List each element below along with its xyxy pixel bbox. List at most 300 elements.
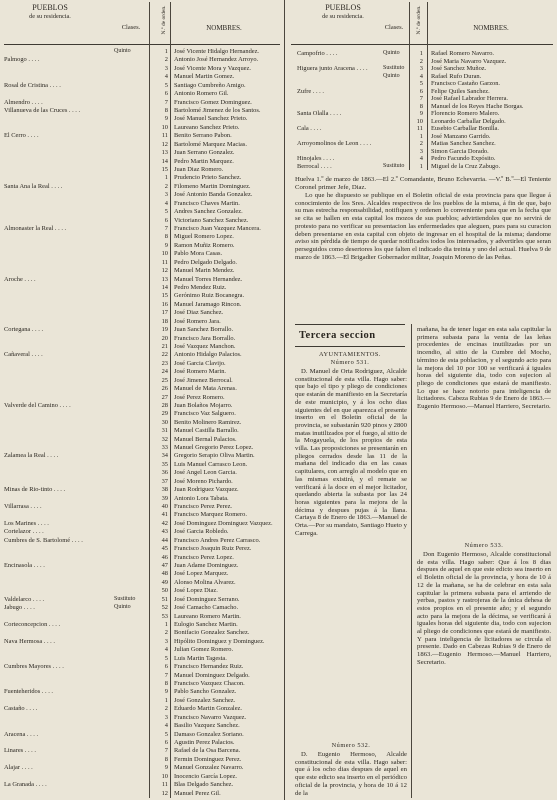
edict-533: Don Eugenio Hermoso, Alcalde constitucional de esta villa. Hago saber: Que á los 8 dias despues de aquel en que este edicto sea inserto en el Boletin oficial de la provincia, y hora de 10 á 12 de la mañana, se ha de celebrar en esta sala capitular la primera subasta para el arriendo de yerbas, pastos y rastrojeras de la única dehesa de estos propios en el presente año; y el segundo acto para la mejora de la décima, se verificará á iguales horas del siguiente dia, todo con sujecion al pliego de condiciones que estará de manifiesto. Y para inteligencia de licitadores se circula el presente. Dado en Cabezas Rubias 9 de Enero de 1863.—Eugenio Hermoso.—Manuel Harriero, Secretario. [417, 551, 551, 666]
name-cell: José Romero Jara. [174, 317, 221, 325]
pueblo-cell: Fuenteheridos . . . . [4, 688, 53, 696]
order-number-cell: 9 [164, 241, 168, 249]
pueblo-cell: Los Marines . . . . [4, 519, 49, 527]
order-number-cell: 53 [161, 612, 168, 620]
name-cell: José Rafael Labrador Herrera. [431, 95, 508, 102]
order-number-cell: 3 [164, 637, 168, 645]
table-row [291, 155, 553, 163]
table-row [4, 183, 280, 191]
right-column [291, 2, 553, 798]
edict-531: D. Manuel de Orta Rodriguez, Alcalde constitucional de esta villa. Hago saber: que bajo el tipo y pliego de condiciones que estarán de manifiesto en la Secretaría de este municipio, y á los ocho dias siguientes del en que aparezca el presente inserto en el Boletin oficial de la provincia, se subastarán 920 pinos y 2800 matas inutilizados por el fuego, al sitio de la Mogayuela, de los propios de esta villa. Las proposiciones se presentarán en pliegos cerrados desde las 11 de la mañana del indicado dia en las casas capitulares, con arreglo al modelo que en las mismas existirá, y el remate se verificará á la doce en el mejor licitador, quedando abierta la subasta por las 24 horas siguientes para la mejora de la décima y despues pujas á la llana. Cartaya 8 de Enero de 1863.—Manuel de Orta.—Por su mandato, Santiago Hueto y Carrega. [295, 368, 407, 537]
name-cell: Manuel de los Reyes Hache Borgas. [431, 102, 524, 110]
table-row [4, 511, 280, 519]
name-cell: José Moreno Pichardo. [174, 477, 233, 485]
order-number-cell: 38 [161, 486, 168, 494]
table-row [4, 629, 280, 637]
table-row [291, 133, 553, 141]
order-number-cell: 16 [161, 300, 168, 308]
order-number-cell: 48 [161, 570, 168, 578]
pueblo-cell: Cortelazor . . . . [4, 528, 44, 536]
order-number-cell: 9 [164, 764, 168, 772]
name-cell: Bartolomé Jimenez de los Santos. [174, 106, 261, 114]
order-number-cell: 43 [161, 528, 168, 536]
name-cell: José Antonio Banda Gonzalez. [174, 191, 253, 199]
order-number-cell: 8 [164, 680, 168, 688]
name-cell: Benito Molinero Ramirez. [174, 418, 242, 426]
order-number-cell: 15 [161, 292, 168, 300]
name-cell: Francisco Andres Perez Carrasco. [174, 536, 261, 544]
table-row [4, 242, 280, 250]
table-row [4, 714, 280, 722]
name-cell: Antonio Lora Tabata. [174, 494, 229, 502]
table-row [4, 318, 280, 326]
table-row [4, 520, 280, 528]
name-cell: José Perez Romero. [174, 393, 225, 401]
order-number-cell: 36 [161, 469, 168, 477]
name-cell: Fermin Dominguez Perez. [174, 755, 242, 763]
clase-cell: Quinto [383, 50, 400, 56]
table-row [4, 208, 280, 216]
table-row [4, 731, 280, 739]
order-number-cell: 27 [161, 393, 168, 401]
pueblo-cell: Nava Hermosa . . . . [4, 637, 55, 645]
table-row [4, 56, 280, 64]
name-cell: Pablo Mora Casas. [174, 250, 223, 258]
name-cell: Manuel Dominguez Delgado. [174, 671, 250, 679]
table-row [4, 141, 280, 149]
order-number-cell: 28 [161, 401, 168, 409]
order-number-cell: 26 [161, 385, 168, 393]
edict-532-start: D. Eugenio Hermoso, Alcalde constitucional de esta villa. Hago saber: que á los ocho dias despues de aquel en que este edicto sea inserto en el periódico oficial de la provincia, y hora de 10 á 12 de la [295, 751, 407, 797]
name-cell: Rafael de la Osa Barcena. [174, 747, 241, 755]
name-cell: Francisco Vazquez Chacon. [174, 680, 245, 688]
table-row [4, 233, 280, 241]
name-cell: Manuel Gonzalez Navarro. [174, 764, 244, 772]
order-number-cell: 1 [419, 50, 423, 57]
table-row [291, 80, 553, 88]
order-number-cell: 9 [164, 115, 168, 123]
table-row [4, 756, 280, 764]
order-number-cell: 4 [164, 722, 168, 730]
section-subtitle: AYUNTAMIENTOS. [319, 351, 381, 358]
table-row [4, 697, 280, 705]
name-cell: Inocencio García Lopez. [174, 772, 237, 780]
table-row [4, 360, 280, 368]
clase-cell: Quinto [383, 72, 400, 79]
section-title: Tercera seccion [299, 330, 376, 341]
table-row [291, 118, 553, 126]
pueblo-cell: Jabugo . . . . [4, 604, 35, 612]
name-cell: Bonifacio Gonzalez Sanchez. [174, 629, 250, 637]
order-number-cell: 12 [161, 140, 168, 148]
left-table-body [4, 48, 280, 798]
name-cell: José Jimenez Berrocal. [174, 376, 233, 384]
name-cell: Juan Serrano Gonzalez. [174, 149, 235, 157]
table-row [4, 267, 280, 275]
name-cell: Florencio Romero Malero. [431, 110, 500, 117]
notice-body: Lo que he dispuesto se publique en el Boletin oficial de esta provincia para que llegue á conocimiento de los Sres. Alcaldes respectivos de los pueblos de la misma, á fin de que, bajo su mas estrecha responsabilidad, notifiquen y ordenen lo conveniente para que en la fecha que se cita se hallen en esta capital los mozos de sus pueblos; advirtiendoles que no servirá de protesto para no verificar su presentacion las enfermedades que aleguen, pues para su curacion deben presentarse en esta capital con objeto de ingresar en el hospital de la misma; dandome aviso sin pérdida de tiempo de quedar notificados todos los interesados, y advertirles que seran perseguidos como desertores los que falten el indicado dia treinta y uno del actual. Huelva 9 de marzo de 1863.—El Brigadier Gobernador militar, Joaquin Moreno de las Peñas. [295, 192, 551, 261]
pueblo-cell: Hinojales . . . . [297, 155, 335, 162]
order-number-cell: 3 [419, 65, 423, 72]
header-pueblos: PUEBLOS [325, 3, 361, 12]
order-number-cell: 4 [164, 199, 168, 207]
table-row [4, 621, 280, 629]
order-number-cell: 12 [161, 267, 168, 275]
table-row [4, 773, 280, 781]
order-number-cell: 8 [164, 233, 168, 241]
order-number-cell: 13 [161, 149, 168, 157]
table-row [4, 663, 280, 671]
name-cell: José Lopez Diaz. [174, 587, 218, 595]
order-number-cell: 5 [164, 730, 168, 738]
order-number-cell: 11 [161, 781, 168, 789]
name-cell: Manuel Torres Hernandez. [174, 275, 243, 283]
order-number-cell: 42 [161, 519, 168, 527]
order-number-cell: 29 [161, 410, 168, 418]
table-row [4, 132, 280, 140]
header-clases: Clases. [384, 24, 404, 31]
name-cell: Alonso Molina Alvarez. [174, 578, 236, 586]
table-row [4, 596, 280, 604]
order-number-cell: 4 [164, 646, 168, 654]
header-numero: N.º de orden. [161, 5, 167, 35]
order-number-cell: 18 [161, 317, 168, 325]
header-pueblos-sub: de su residencia. [322, 13, 364, 20]
pueblo-cell: El Cerro . . . . [4, 132, 39, 140]
table-row [4, 419, 280, 427]
name-cell: Santiago Cumbreño Amigo. [174, 81, 246, 89]
table-row [4, 764, 280, 772]
header-rule [291, 44, 553, 45]
table-row [4, 486, 280, 494]
name-cell: José Diaz Sanchez. [174, 309, 224, 317]
table-row [4, 166, 280, 174]
table-row [4, 537, 280, 545]
pueblo-cell: Alajar . . . . [4, 764, 33, 772]
order-number-cell: 32 [161, 435, 168, 443]
name-cell: Gregorio Serapio Oliva Martin. [174, 452, 255, 460]
table-row [4, 688, 280, 696]
table-row [4, 722, 280, 730]
table-row [4, 402, 280, 410]
pueblo-cell: Castaño . . . . [4, 705, 38, 713]
table-row [4, 469, 280, 477]
page-column-divider [284, 0, 285, 800]
table-row [4, 394, 280, 402]
order-number-cell: 40 [161, 503, 168, 511]
name-cell: Pedro Facundo Expósito. [431, 155, 496, 162]
table-row [291, 58, 553, 66]
pueblo-cell: Aracena . . . . [4, 730, 39, 738]
table-row [4, 680, 280, 688]
name-cell: Francisco Chaves Martin. [174, 199, 240, 207]
name-cell: Francisco Navarro Vazquez. [174, 713, 247, 721]
pueblo-cell: Cala . . . . [297, 125, 322, 132]
table-row [4, 655, 280, 663]
table-row [4, 217, 280, 225]
name-cell: Benito Serrano Pabon. [174, 132, 232, 140]
pueblo-cell: Minas de Rio-tinto . . . . [4, 486, 66, 494]
name-cell: Agustin Perez Palacios. [174, 739, 235, 746]
name-cell: Hipólito Dominguez y Dominguez. [174, 637, 265, 645]
order-number-cell: 52 [161, 604, 168, 612]
order-number-cell: 37 [161, 477, 168, 485]
table-row [4, 444, 280, 452]
pueblo-cell: Almonaster la Real . . . . [4, 224, 67, 232]
table-row [4, 604, 280, 612]
order-number-cell: 1 [164, 48, 168, 55]
section-rule [295, 324, 405, 325]
left-table-header [4, 2, 280, 44]
table-row [4, 259, 280, 267]
order-number-cell: 10 [161, 772, 168, 780]
pueblo-cell: Villanueva de las Cruces . . . . [4, 106, 81, 114]
header-pueblos: PUEBLOS [32, 3, 68, 12]
name-cell: Gerónimo Ruiz Bocanegra. [174, 292, 245, 300]
order-number-cell: 1 [164, 621, 168, 629]
table-row [4, 107, 280, 115]
name-cell: Rafael Rufo Duran. [431, 72, 482, 80]
name-cell: Juan Rodriguez Vazquez. [174, 486, 239, 494]
notice-number: Número 532. [331, 742, 371, 749]
name-cell: Francisco Joaquin Ruiz Perez. [174, 545, 252, 553]
name-cell: Filomeno Martin Dominguez. [174, 182, 251, 190]
order-number-cell: 45 [161, 545, 168, 553]
order-number-cell: 11 [416, 125, 423, 132]
pueblo-cell: Aroche . . . . [4, 275, 36, 283]
header-nombres: NOMBRES. [473, 24, 509, 32]
order-number-cell: 19 [161, 326, 168, 334]
name-cell: Eusebio Carballar Bonilla. [431, 125, 499, 132]
order-number-cell: 31 [161, 427, 168, 435]
order-number-cell: 7 [164, 747, 168, 755]
pueblo-cell: Arroyomolinos de Leon . . . . [297, 140, 372, 147]
order-number-cell: 21 [161, 342, 168, 350]
pueblo-cell: Valdelarco . . . . [4, 595, 45, 603]
header-nombres: NOMBRES. [206, 24, 242, 32]
pueblo-cell: Santa Olalla . . . . [297, 110, 342, 117]
order-number-cell: 22 [161, 351, 168, 359]
name-cell: Francisco Perez Perez. [174, 503, 233, 511]
pueblo-cell: Cumbres de S. Bartolomé . . . . [4, 536, 83, 544]
table-row [4, 638, 280, 646]
order-number-cell: 14 [161, 283, 168, 291]
header-clases: Clases. [121, 24, 141, 31]
clase-cell: Quinto [114, 604, 131, 611]
table-row [4, 292, 280, 300]
table-row [4, 570, 280, 578]
order-number-cell: 2 [164, 182, 168, 190]
order-number-cell: 7 [419, 95, 423, 102]
order-number-cell: 51 [161, 595, 168, 603]
order-number-cell: 20 [161, 334, 168, 342]
table-row [4, 781, 280, 789]
pueblo-cell: Higuera junto Aracena . . . . [297, 65, 368, 72]
left-table [4, 2, 280, 798]
order-number-cell: 6 [164, 663, 168, 671]
order-number-cell: 6 [164, 739, 168, 746]
name-cell: Francisco Castaño Garzon. [431, 80, 501, 87]
name-cell: Antonio Hidalgo Palacios. [174, 351, 242, 359]
right-table-header [291, 2, 553, 44]
table-row [4, 368, 280, 376]
order-number-cell: 13 [161, 275, 168, 283]
order-number-cell: 5 [164, 208, 168, 216]
order-number-cell: 1 [164, 174, 168, 182]
order-number-cell: 3 [164, 191, 168, 199]
pueblo-cell: Palmogo . . . . [4, 56, 40, 64]
table-row [4, 200, 280, 208]
order-number-cell: 11 [161, 132, 168, 140]
order-number-cell: 2 [164, 56, 168, 64]
order-number-cell: 34 [161, 452, 168, 460]
pueblo-cell: Almendro . . . . [4, 98, 43, 106]
pueblo-cell: Campofrio . . . . [297, 50, 338, 57]
order-number-cell: 4 [419, 72, 423, 80]
order-number-cell: 5 [164, 81, 168, 89]
table-row [4, 562, 280, 570]
pueblo-cell: Zalamea la Real . . . . [4, 452, 59, 460]
name-cell: Blas Delgado Sanchez. [174, 781, 234, 789]
order-number-cell: 6 [419, 87, 423, 95]
table-row [4, 554, 280, 562]
order-number-cell: 8 [164, 755, 168, 763]
name-cell: Juan Adame Dominguez. [174, 562, 239, 570]
table-row [4, 747, 280, 755]
order-number-cell: 5 [164, 654, 168, 662]
name-cell: Manuel Marin Mendez. [174, 267, 235, 275]
table-row [291, 65, 553, 73]
section-rule [295, 346, 405, 347]
table-row [4, 65, 280, 73]
name-cell: José Lopez Marquez. [174, 570, 229, 578]
order-number-cell: 3 [419, 147, 423, 155]
name-cell: Laureano Sanchez Prieto. [174, 123, 240, 131]
pueblo-cell: Cañaveral . . . . [4, 351, 43, 359]
name-cell: José Dominguez Dominguez Vazquez. [174, 519, 273, 527]
table-row [4, 478, 280, 486]
name-cell: José Garcia Clavijo. [174, 359, 226, 367]
pueblo-cell: Encinasola . . . . [4, 562, 45, 570]
name-cell: Laureano Romero Martin. [174, 612, 241, 620]
order-number-cell: 2 [164, 629, 168, 637]
header-numero: N.º de orden. [416, 5, 422, 35]
name-cell: Rafael Romero Navarro. [431, 50, 494, 57]
clase-cell: Sustituto [383, 65, 405, 71]
order-number-cell: 1 [164, 696, 168, 704]
name-cell: Bartolomé Marquez Macias. [174, 140, 247, 148]
order-number-cell: 3 [164, 64, 168, 72]
table-row [291, 140, 553, 148]
table-row [291, 103, 553, 111]
name-cell: Matias Sanchez Sanchez. [431, 140, 496, 147]
notice-number: Número 533. [464, 542, 504, 549]
table-row [4, 48, 280, 56]
notice-number: Número 531. [330, 359, 370, 366]
order-number-cell: 9 [419, 110, 423, 117]
pueblo-cell: Valverde del Camino . . . . [4, 401, 71, 409]
order-number-cell: 6 [164, 216, 168, 224]
name-cell: Andres Sanchez Gonzalez. [174, 208, 243, 216]
name-cell: Francisco Jara Borrallo. [174, 334, 236, 342]
table-row [4, 99, 280, 107]
order-number-cell: 10 [416, 117, 423, 125]
table-row [4, 705, 280, 713]
edict-532-continued: mañana, ha de tener lugar en esta sala capitular la primera subasta para la venta de las leñas procedentes de encinas inutilizadas por un incendio, al sitio de la Cumbre del Mocho, término de esta poblacion, y el segundo acto para la mejora del 10 por 100 se verificará á iguales horas del siguiente dia, todo con sujecion al pliego de condiciones que estará de manifiesto. Lo que se hace notorio para inteligencia de licitadores. Cabeza Rubias 9 de Enero de 1863.—Eugenio Hermoso.—Manuel Harriero, Secretario. [417, 326, 551, 411]
table-row [4, 309, 280, 317]
order-number-cell: 2 [164, 705, 168, 713]
table-row [4, 790, 280, 798]
table-row [4, 335, 280, 343]
pueblo-cell: Linares . . . . [4, 747, 36, 755]
order-number-cell: 25 [161, 376, 168, 384]
order-number-cell: 47 [161, 562, 168, 570]
name-cell: Luis Martin Tagesta. [174, 654, 227, 662]
table-row [4, 149, 280, 157]
name-cell: Francisco Perez Lopez. [174, 553, 234, 561]
order-number-cell: 10 [161, 123, 168, 131]
name-cell: José Vazquez Manchon. [174, 342, 236, 350]
order-number-cell: 33 [161, 444, 168, 452]
table-row [4, 672, 280, 680]
name-cell: Francisco Gomez Dominguez. [174, 98, 252, 106]
table-row [4, 250, 280, 258]
name-cell: Juan Diaz Romero. [174, 165, 224, 173]
right-table-body [291, 50, 553, 175]
name-cell: José Vicente Mora y Vazquez. [174, 64, 251, 72]
table-row [4, 377, 280, 385]
name-cell: Eduardo Martin Gonzalez. [174, 705, 242, 713]
name-cell: Francisco Vaz Salguero. [174, 410, 236, 418]
name-cell: Eulogio Sanchez Martin. [174, 621, 238, 629]
name-cell: José Vicente Hidalgo Hernandez. [174, 48, 260, 55]
table-row [4, 174, 280, 182]
pueblo-cell: Villarrasa . . . . [4, 503, 42, 511]
table-row [4, 124, 280, 132]
name-cell: José Manzano Garrido. [431, 132, 491, 140]
name-cell: Pablo Sancho Gonzalez. [174, 688, 237, 696]
name-cell: José Camacho Camacho. [174, 604, 239, 612]
order-number-cell: 44 [161, 536, 168, 544]
table-row [291, 88, 553, 96]
table-row [4, 326, 280, 334]
order-number-cell: 12 [161, 789, 168, 797]
table-row [4, 301, 280, 309]
order-number-cell: 4 [419, 155, 423, 162]
table-row [291, 110, 553, 118]
order-number-cell: 10 [161, 250, 168, 258]
name-cell: José Garcia Robledo. [174, 528, 229, 536]
name-cell: Manuel Gregorio Perez Lopez. [174, 444, 254, 452]
name-cell: Miguel de la Cruz Zabugo. [431, 162, 501, 170]
name-cell: Manuel Castilla Barrallo. [174, 427, 239, 435]
order-number-cell: 11 [161, 258, 168, 266]
clase-cell: Sustituto [114, 595, 136, 602]
table-row [4, 284, 280, 292]
name-cell: José Dominguez Serrano. [174, 595, 240, 603]
table-row [4, 115, 280, 123]
order-number-cell: 7 [164, 671, 168, 679]
name-cell: José Maria Navarro Vazquez. [431, 57, 507, 65]
name-cell: Basilio Vazquez Sanchez. [174, 722, 240, 730]
name-cell: Damaso Gonzalez Soriano. [174, 730, 244, 738]
name-cell: Miguel Romero Lopez. [174, 233, 234, 241]
order-number-cell: 46 [161, 553, 168, 561]
order-number-cell: 2 [419, 140, 423, 147]
name-cell: Pedro Mendez Ruiz. [174, 283, 227, 291]
table-row [4, 503, 280, 511]
name-cell: Manuel de Mata Arenas. [174, 385, 237, 393]
